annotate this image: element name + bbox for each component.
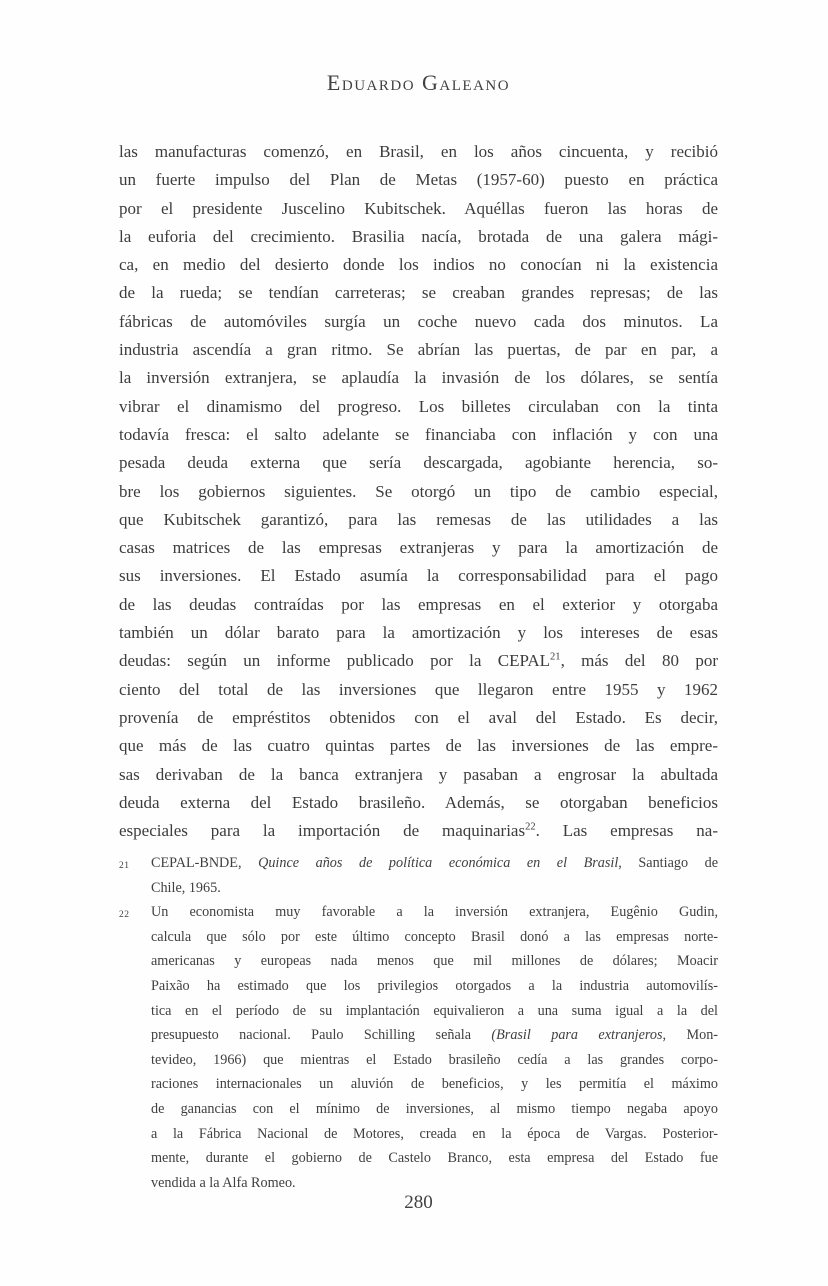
text-line: calcula que sólo por este último concepto Brasil donó a las empresas norte- (151, 928, 718, 945)
body-paragraph (119, 138, 718, 845)
footnote-22-text (151, 900, 718, 1195)
text-line: Chile, 1965. (151, 879, 221, 896)
text-line: a la Fábrica Nacional de Motores, creada en la época de Vargas. Posterior- (151, 1125, 718, 1142)
text-line: mente, durante el gobierno de Castelo Branco, esta empresa del Estado fue (151, 1150, 718, 1167)
text-line: tica en el período de su implantación equivalieron a una suma igual a la del (151, 1002, 718, 1019)
running-header: Eduardo Galeano (326, 70, 511, 95)
text-line: de ganancias con el mínimo de inversiones, al mismo tiempo negaba apoyo (151, 1100, 718, 1117)
text-line: casas matrices de las empresas extranjeras y para la amortización de (119, 538, 718, 558)
text-line: tevideo, 1966) que mientras el Estado brasileño cedía a las grandes corpo- (151, 1051, 718, 1068)
footnote-21-marker: 21 (119, 861, 130, 871)
text-line: ciento del total de las inversiones que llegaron entre 1955 y 1962 (119, 679, 718, 699)
text-line: que más de las cuatro quintas partes de las inversiones de las empre- (119, 736, 718, 756)
text-line: deudas: según un informe publicado por la CEPAL$^{21}$, más del 80 por (119, 651, 718, 671)
page-number: 280 (404, 1192, 433, 1213)
text-line: bre los gobiernos siguientes. Se otorgó un tipo de cambio especial, (119, 481, 718, 501)
text-line: provenía de empréstitos obtenidos con el aval del Estado. Es decir, (119, 707, 718, 727)
footnote-reference: 21 (550, 651, 561, 663)
text-line: un fuerte impulso del Plan de Metas (1957-60) puesto en práctica (119, 170, 718, 190)
text-line: las manufacturas comenzó, en Brasil, en los años cincuenta, y recibió (119, 142, 718, 161)
footnotes-section (119, 851, 718, 1195)
text-line: americanas y europeas nada menos que mil millones de dólares; Moacir (151, 953, 718, 970)
text-line: ca, en medio del desierto donde los indios no conocían ni la existencia (119, 255, 718, 275)
text-line: de las deudas contraídas por las empresas en el exterior y otorgaba (119, 594, 718, 614)
text-line: vibrar el dinamismo del progreso. Los billetes circulaban con la tinta (119, 396, 718, 416)
text-line: de la rueda; se tendían carreteras; se creaban grandes represas; de las (119, 283, 718, 303)
text-line: que Kubitschek garantizó, para las remesas de las utilidades a las (119, 509, 718, 529)
text-line: raciones internacionales un aluvión de beneficios, y les permitía el máximo (151, 1076, 718, 1093)
text-line: todavía fresca: el salto adelante se financiaba con inflación y con una (119, 424, 718, 444)
text-line: por el presidente Juscelino Kubitschek. Aquéllas fueron las horas de (119, 198, 718, 218)
text-line: especiales para la importación de maquinarias$^{22}$. Las empresas na- (119, 821, 718, 841)
footnote-22 (119, 900, 718, 1195)
text-line: sas derivaban de la banca extranjera y pasaban a engrosar la abultada (119, 764, 718, 784)
text-line: Un economista muy favorable a la inversión extranjera, Eugênio Gudin, (151, 904, 718, 921)
text-line: Paixão ha estimado que los privilegios otorgados a la industria automovilís- (151, 977, 718, 994)
text-line: presupuesto nacional. Paulo Schilling señala (Brasil para extranjeros, Mon- (151, 1027, 719, 1044)
text-line: vendida a la Alfa Romeo. (151, 1174, 296, 1191)
text-line: pesada deuda externa que sería descargada, agobiante herencia, so- (119, 453, 718, 473)
text-line: también un dólar barato para la amortización y los intereses de esas (119, 623, 718, 643)
text-line: deuda externa del Estado brasileño. Además, se otorgaban beneficios (119, 792, 718, 812)
footnote-21-text (151, 851, 718, 900)
text-line: la inversión extranjera, se aplaudía la invasión de los dólares, se sentía (119, 368, 718, 388)
text-line: sus inversiones. El Estado asumía la corresponsabilidad para el pago (119, 566, 718, 586)
footnote-reference: 22 (525, 821, 536, 833)
text-line: CEPAL-BNDE, Quince años de política económica en el Brasil, Santiago de (151, 855, 719, 871)
footnote-21 (119, 851, 718, 900)
footnote-22-marker: 22 (119, 910, 130, 921)
text-line: la euforia del crecimiento. Brasilia nacía, brotada de una galera mági- (119, 226, 718, 246)
text-line: fábricas de automóviles surgía un coche nuevo cada dos minutos. La (119, 311, 718, 331)
text-line: industria ascendía a gran ritmo. Se abrían las puertas, de par en par, a (119, 340, 718, 360)
